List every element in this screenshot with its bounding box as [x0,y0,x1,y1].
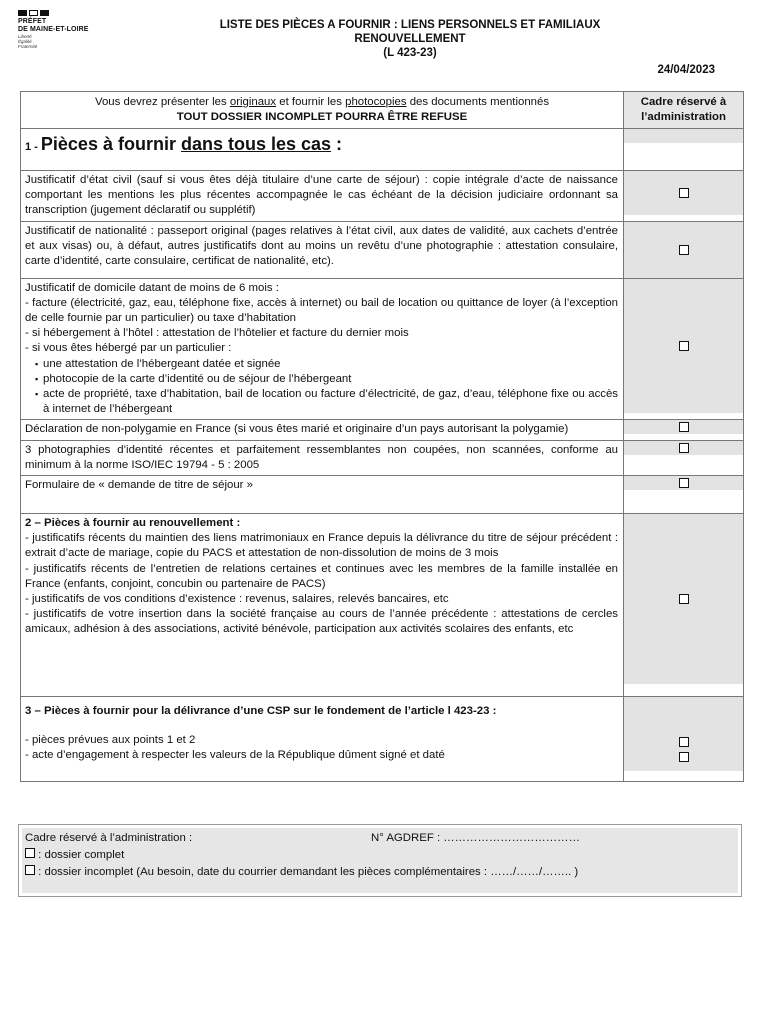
title-line-2: RENOUVELLEMENT [354,33,466,45]
admin-cell-photos [624,441,743,455]
checkbox-section3-item-2[interactable] [679,752,689,762]
row-photos: 3 photographies d’identité récentes et parfaitement ressemblantes non coupées, non scannées, conforme au minimum à la norme ISO/IEC 19794 - 5 : 2005 [25,443,618,471]
admin-cell-etat-civil [624,171,743,215]
admin-cell-domicile [624,279,743,413]
section2-item-4: - justificatifs de votre insertion dans la société française au cours de l’année précédente : attestations de cercles amicaux, adhésion à des associations, activité bénévole, participation aux activités scolaires des enfants, etc [25,608,618,636]
section1-title-after: : [331,134,343,154]
logo-line-prefet: PRÉFET [18,18,47,25]
admin-cell-section1 [624,129,743,143]
admin-cell-nationalite [624,222,743,278]
row-polygamie: Déclaration de non-polygamie en France (si vous êtes marié et originaire d’un pays autorisant la polygamie) [25,423,569,436]
domicile-line-3: - si hébergement à l’hôtel : attestation de l’hôtelier et facture du dernier mois [25,327,409,340]
section1-title-before: Pièces à fournir [40,134,181,154]
table-row [21,420,744,440]
domicile-bullet-1: ▪ une attestation de l’hébergeant datée et signée [25,357,618,372]
domicile-line-1: Justificatif de domicile datant de moins de 6 mois : [25,281,279,294]
row-formulaire: Formulaire de « demande de titre de séjour » [25,479,253,492]
checkbox-domicile[interactable] [679,341,689,351]
admin-column-label: Cadre réservé à l’administration [624,92,743,128]
checkbox-dossier-incomplet[interactable] [25,865,35,875]
checkbox-etat-civil[interactable] [679,188,689,198]
marianne-mark [18,10,128,16]
checkbox-dossier-complet[interactable] [25,848,35,858]
intro-cell [21,92,624,129]
logo-motto-3: Fraternité [18,44,38,49]
section2-content [21,514,623,640]
intro-middle: et fournir les [276,96,346,108]
section1-title-underlined: dans tous les cas [180,134,332,154]
section3-row [21,697,744,782]
section1-number: 1 - [25,141,41,153]
documents-table [20,91,744,782]
admin-column-header [624,92,744,129]
title-line-1: LISTE DES PIÈCES A FOURNIR : LIENS PERSONNELS ET FAMILIAUX [219,19,601,31]
intro-photocopies: photocopies [345,96,407,108]
domicile-bullet-2: ▪ photocopie de la carte d’identité ou de séjour de l’hébergeant [25,372,618,387]
admin-box-label: Cadre réservé à l’administration : [25,832,193,844]
prefecture-logo [18,10,128,49]
checkbox-formulaire[interactable] [679,478,689,488]
domicile-line-4: - si vous êtes hébergé par un particulier : [25,342,232,355]
logo-motto-2: Égalité [18,39,32,44]
intro-originaux: originaux [229,96,277,108]
table-row [21,440,744,475]
row-etat-civil: Justificatif d’état civil (sauf si vous êtes déjà titulaire d’une carte de séjour) : copie intégrale d’acte de naissance comportant les mentions les plus récentes accompagnée le cas échéant de la décision judiciaire ordonnant sa transcription (jugement déclaratif ou supplétif) [25,174,618,217]
admin-cell-section3 [624,697,743,771]
logo-line-department: DE MAINE-ET-LOIRE [18,26,89,33]
section3-title: 3 – Pièces à fournir pour la délivrance d’une CSP sur le fondement de l’article l 423-23 : [25,705,497,718]
checkbox-nationalite[interactable] [679,245,689,255]
admin-cell-polygamie [624,420,743,434]
section2-title: 2 – Pièces à fournir au renouvellement : [25,517,241,530]
incomplete-warning: TOUT DOSSIER INCOMPLET POURRA ÊTRE REFUSE [176,111,468,123]
admin-cell-section2 [624,514,743,684]
admin-cell-formulaire [624,476,743,490]
section3-item-1: - pièces prévues aux points 1 et 2 [25,734,196,747]
logo-motto-1: Liberté [18,34,32,39]
document-date: 24/04/2023 [657,64,715,76]
administration-box [18,824,742,897]
title-line-3: (L 423-23) [383,47,437,59]
section2-item-2: - justificatifs récents de l’entretien de relations certaines et continues avec les membres de la famille installée en France (enfants, conjoint, concubin ou partenaire de PACS) [25,562,618,590]
row-domicile [21,279,623,420]
section2-item-3: - justificatifs de vos conditions d’existence : revenus, salaires, relevés bancaires, etc [25,593,449,606]
section3-item-2: - acte d’engagement à respecter les valeurs de la République dûment signé et daté [25,749,445,762]
checkbox-section2[interactable] [679,594,689,604]
complete-label: : dossier complet [35,849,125,861]
intro-text: Vous devrez présenter les [94,96,230,108]
incomplete-option [25,864,735,881]
table-row [21,221,744,278]
incomplete-label: : dossier incomplet (Au besoin, date du courrier demandant les pièces complémentaires : ……/……/…….. ) [35,866,579,878]
document-title [150,18,670,60]
table-row [21,476,744,514]
section1-title [21,129,623,168]
agdref-number: N° AGDREF : ……………………………… [371,832,580,844]
domicile-line-2: - facture (électricité, gaz, eau, téléphone fixe, accès à internet) ou bail de location ou quittance de loyer (à l’exception de celle fournie par un particulier) ou taxe d’habitation [25,296,618,325]
section3-content [21,697,623,766]
section1-row [21,129,744,171]
table-row [21,171,744,222]
checkbox-section3-item-1[interactable] [679,737,689,747]
row-nationalite: Justificatif de nationalité : passeport original (pages relatives à l’état civil, aux dates de validité, aux cachets d’entrée et aux visas) ou, à défaut, autres justificatifs dont au moins un revêtu d’une photographie : attestation consulaire, carte d’identité, carte consulaire, certificat de nationalité, etc). [25,224,618,268]
section2-row [21,514,744,697]
checkbox-polygamie[interactable] [679,422,689,432]
table-row [21,278,744,420]
domicile-bullet-3: ▪ acte de propriété, taxe d’habitation, bail de location ou facture d’électricité, de gaz, d’eau, téléphone fixe ou accès à internet de l’hébergeant [25,387,618,417]
section2-item-1: - justificatifs récents du maintien des liens matrimoniaux en France depuis la délivrance du titre de séjour précédent : extrait d’acte de mariage, copie du PACS et attestation de non-dissolution de moins de 3 mois [25,532,618,560]
table-header-row [21,92,744,129]
complete-option [25,847,735,864]
checkbox-photos[interactable] [679,443,689,453]
intro-after: des documents mentionnés [406,96,550,108]
